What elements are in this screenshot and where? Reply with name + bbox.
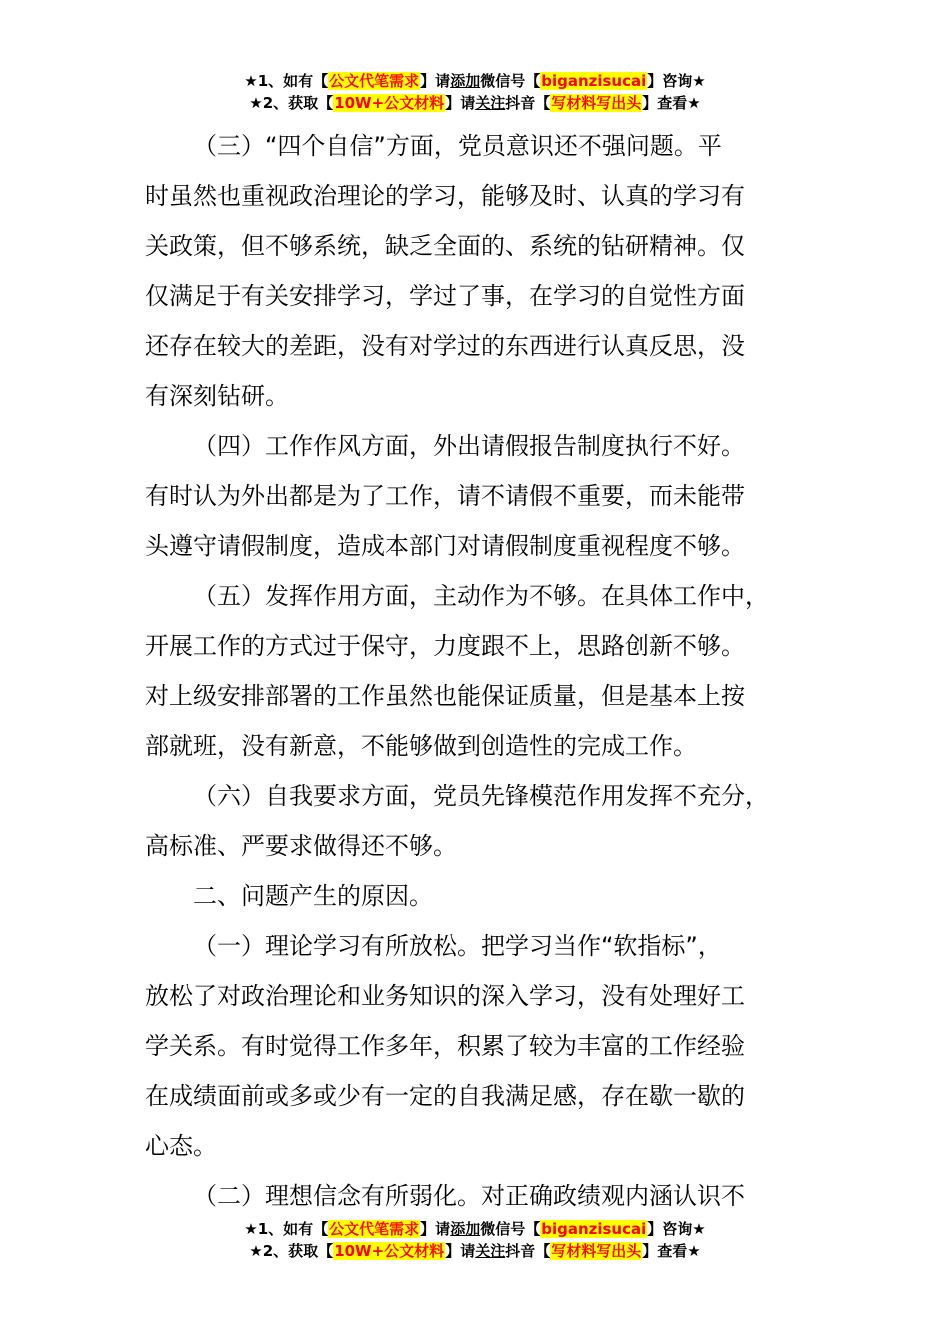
underlined-text: 关注	[475, 94, 506, 112]
text-line: （六）自我要求方面，党员先锋模范作用发挥不充分，	[193, 782, 769, 810]
text-line: 部就班，没有新意，不能够做到创造性的完成工作。	[145, 732, 697, 760]
text-line: 时虽然也重视政治理论的学习，能够及时、认真的学习有	[145, 182, 745, 210]
text-line: 高标准、严要求做得还不够。	[145, 832, 457, 860]
text-line: 仅满足于有关安排学习，学过了事，在学习的自觉性方面	[145, 282, 745, 310]
underlined-text: 关注	[475, 1242, 506, 1260]
banner-line-2: ★2、获取【10W+公文材料】请关注抖音【写材料写出头】查看★	[249, 1242, 701, 1260]
highlight-text: 10W+公文材料	[334, 94, 445, 112]
paragraph	[145, 571, 845, 771]
text-line: 头遵守请假制度，造成本部门对请假制度重视程度不够。	[145, 532, 745, 560]
footer-banner	[0, 1218, 950, 1262]
text-line: 有深刻钻研。	[145, 382, 289, 410]
paragraph	[145, 921, 845, 1171]
text-line: （四）工作作风方面，外出请假报告制度执行不好。	[193, 432, 745, 460]
text-line: 学关系。有时觉得工作多年，积累了较为丰富的工作经验	[145, 1032, 745, 1060]
paragraph	[145, 421, 845, 571]
text-line: 还存在较大的差距，没有对学过的东西进行认真反思，没	[145, 332, 745, 360]
banner-line-1: ★1、如有【公文代笔需求】请添加微信号【biganzisucai】咨询★	[244, 72, 706, 90]
banner-line-1: ★1、如有【公文代笔需求】请添加微信号【biganzisucai】咨询★	[244, 1220, 706, 1238]
banner-line-2: ★2、获取【10W+公文材料】请关注抖音【写材料写出头】查看★	[249, 94, 701, 112]
text-line: 二、问题产生的原因。	[193, 882, 433, 910]
text-line: 放松了对政治理论和业务知识的深入学习，没有处理好工	[145, 982, 745, 1010]
text-line: （一）理论学习有所放松。把学习当作“软指标”，	[193, 932, 722, 960]
document-body	[145, 121, 845, 1221]
text-line: 对上级安排部署的工作虽然也能保证质量，但是基本上按	[145, 682, 745, 710]
underlined-text: 添加	[450, 72, 481, 90]
text-line: （五）发挥作用方面，主动作为不够。在具体工作中，	[193, 582, 769, 610]
text-line: 关政策，但不够系统，缺乏全面的、系统的钻研精神。仅	[145, 232, 745, 260]
douyin-account: 写材料写出头	[551, 94, 642, 112]
highlight-text: 公文代笔需求	[329, 72, 420, 90]
wechat-id: biganzisucai	[541, 72, 647, 90]
section-heading	[145, 871, 845, 921]
highlight-text: 公文代笔需求	[329, 1220, 420, 1238]
wechat-id: biganzisucai	[541, 1220, 647, 1238]
text-line: （三）“四个自信”方面，党员意识还不强问题。平	[193, 132, 722, 160]
highlight-text: 10W+公文材料	[334, 1242, 445, 1260]
text-line: 有时认为外出都是为了工作，请不请假不重要，而未能带	[145, 482, 745, 510]
paragraph	[145, 121, 845, 421]
paragraph	[145, 1171, 845, 1221]
paragraph	[145, 771, 845, 871]
underlined-text: 添加	[450, 1220, 481, 1238]
text-line: 心态。	[145, 1132, 217, 1160]
text-line: 开展工作的方式过于保守，力度跟不上，思路创新不够。	[145, 632, 745, 660]
text-line: 在成绩面前或多或少有一定的自我满足感，存在歇一歇的	[145, 1082, 745, 1110]
text-line: （二）理想信念有所弱化。对正确政绩观内涵认识不	[193, 1182, 745, 1210]
header-banner	[0, 70, 950, 114]
douyin-account: 写材料写出头	[551, 1242, 642, 1260]
